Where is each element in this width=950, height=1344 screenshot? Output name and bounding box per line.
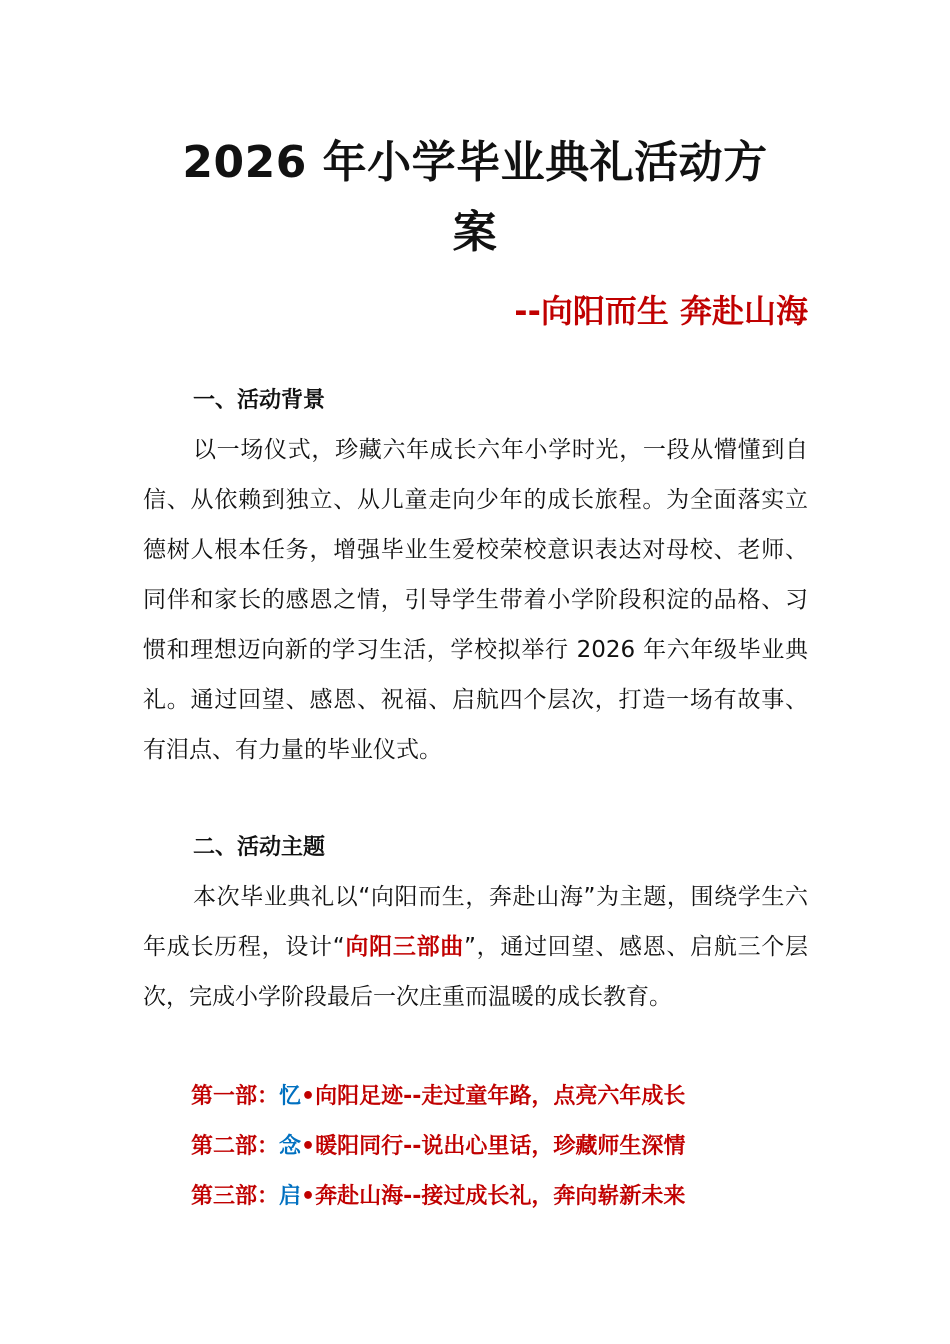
- section-heading-theme: 二、活动主题: [193, 835, 326, 860]
- part-title: •暖阳同行--说出心里话，珍藏师生深情: [301, 1134, 686, 1159]
- theme-text-end: ”，通过回望、感恩、启航三个层次，完成小学阶段最后一次庄重而温暖的成长教育。: [143, 934, 809, 1010]
- part-keyword: 念: [279, 1134, 302, 1159]
- part-keyword: 启: [279, 1184, 302, 1209]
- part-prefix: 第三部：: [191, 1184, 280, 1209]
- part-item-1: [191, 1082, 685, 1112]
- document-subtitle: --向阳而生 奔赴山海: [514, 292, 808, 330]
- part-title: •向阳足迹--走过童年路，点亮六年成长: [301, 1084, 686, 1109]
- part-item-2: [191, 1132, 685, 1162]
- document-title: [140, 128, 810, 268]
- theme-highlight: 向阳三部曲: [344, 934, 465, 960]
- title-line-1: 2026 年小学毕业典礼活动方: [182, 137, 768, 188]
- part-item-3: [191, 1182, 685, 1212]
- part-keyword: 忆: [279, 1084, 302, 1109]
- section-body-theme: [143, 872, 808, 1022]
- section-heading-background: 一、活动背景: [193, 388, 326, 413]
- title-line-2: 案: [452, 207, 498, 258]
- section-body-background: 以一场仪式，珍藏六年成长六年小学时光，一段从懵懂到自信、从依赖到独立、从儿童走向少年的成长旅程。为全面落实立德树人根本任务，增强毕业生爱校荣校意识表达对母校、老师、同伴和家长的感恩之情，引导学生带着小学阶段积淀的品格、习惯和理想迈向新的学习生活，学校拟举行 2026 年六年级毕业典礼。通过回望、感恩、祝福、启航四个层次，打造一场有故事、有泪点、有力量的毕业仪式。: [143, 437, 808, 763]
- theme-text-start: 本次毕业典礼以“向阳而生，奔赴山海”为主题，围绕学生六年成长历程，设计“: [143, 884, 808, 960]
- part-title: •奔赴山海--接过成长礼，奔向崭新未来: [301, 1184, 686, 1209]
- part-prefix: 第二部：: [191, 1134, 280, 1159]
- part-prefix: 第一部：: [191, 1084, 280, 1109]
